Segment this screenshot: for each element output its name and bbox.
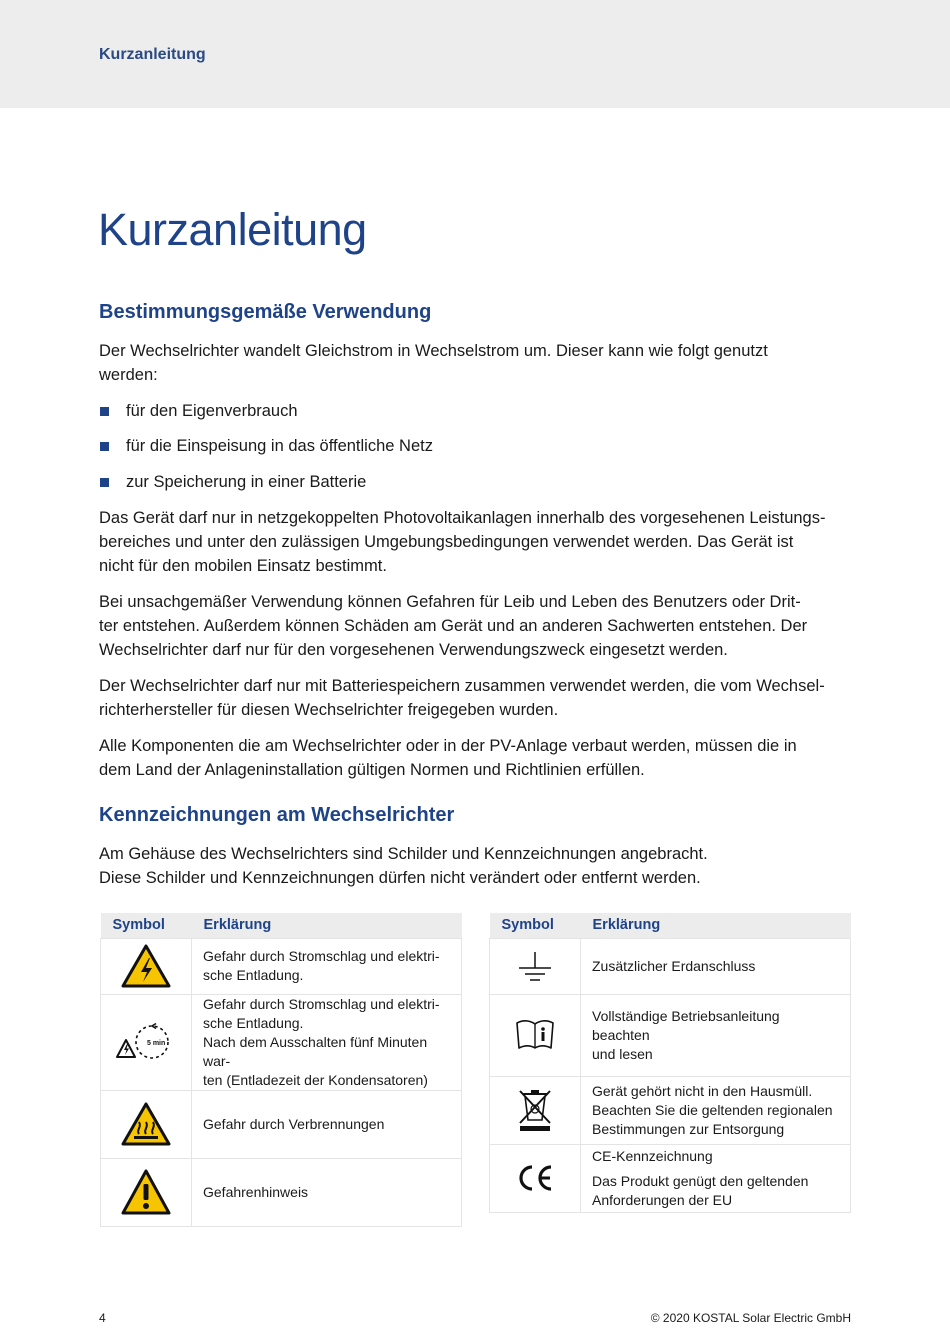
table-row: Gefahrenhinweis xyxy=(101,1158,462,1226)
table-row: Zusätzlicher Erdanschluss xyxy=(490,938,851,994)
symbol-table-left xyxy=(100,913,462,1227)
running-header: Kurzanleitung xyxy=(99,46,206,63)
ce-mark-icon xyxy=(515,1163,555,1193)
ground-icon xyxy=(515,948,555,984)
paragraph: Der Wechselrichter darf nur mit Batteriespeichern zusammen verwendet werden, die vom Wechsel- richterhersteller für diesen Wechselrichter freigegeben wurden. xyxy=(99,677,825,719)
intro-paragraph: Der Wechselrichter wandelt Gleichstrom in Wechselstrom um. Dieser kann wie folgt genutzt werden: xyxy=(99,342,768,384)
hot-surface-warning-icon xyxy=(120,1101,172,1147)
table-row: Vollständige Betriebsanleitung beachten und lesen xyxy=(490,994,851,1076)
paragraph: Alle Komponenten die am Wechselrichter oder in der PV-Anlage verbaut werden, müssen die in dem Land der Anlageninstallation gültigen Normen und Richtlinien erfüllen. xyxy=(99,737,797,779)
electric-shock-warning-icon xyxy=(120,943,172,989)
paragraph: Bei unsachgemäßer Verwendung können Gefahren für Leib und Leben des Benutzers oder Drit- ter entstehen. Außerdem können Schäden am Gerät und an anderen Sachwerten entstehen. Der Wechselrichter darf nur für den vorgesehenen Verwendungszweck eingesetzt werden. xyxy=(99,593,808,659)
column-header-symbol: Symbol xyxy=(101,913,192,938)
page-title: Kurzanleitung xyxy=(98,204,367,255)
markings-intro: Am Gehäuse des Wechselrichters sind Schilder und Kennzeichnungen angebracht. Diese Schilder und Kennzeichnungen dürfen nicht verändert oder entfernt werden. xyxy=(99,845,708,887)
section-heading-intended-use: Bestimmungsgemäße Verwendung xyxy=(99,301,432,323)
table-row: 5 min Gefahr durch Stromschlag und elektri- sche Entladung. Nach dem Ausschalten fünf Minuten war- ten (Entladezeit der Kondensatoren) xyxy=(101,994,462,1090)
paragraph: Das Gerät darf nur in netzgekoppelten Photovoltaikanlagen innerhalb des vorgesehenen Leistungs- bereiches und unter den zulässigen Umgebungsbedingungen verwendet werden. Das Gerät ist nicht für den mobilen Einsatz bestimmt. xyxy=(99,509,826,575)
general-warning-icon xyxy=(120,1168,172,1216)
bullet-square-icon xyxy=(100,442,109,451)
table-row: CE-Kennzeichnung Das Produkt genügt den geltenden Anforderungen der EU xyxy=(490,1144,851,1212)
manual-icon xyxy=(515,1019,555,1051)
symbol-table-right xyxy=(489,913,851,1213)
page-number: 4 xyxy=(99,1311,106,1325)
table-row: Gefahr durch Verbrennungen xyxy=(101,1090,462,1158)
bullet-square-icon xyxy=(100,407,109,416)
table-row: Gefahr durch Stromschlag und elektri- sche Entladung. xyxy=(101,938,462,994)
table-row: Gerät gehört nicht in den Hausmüll. Beachten Sie die geltenden regionalen Bestimmungen zur Entsorgung xyxy=(490,1076,851,1144)
bullet-square-icon xyxy=(100,478,109,487)
discharge-5min-icon xyxy=(116,1020,176,1064)
column-header-explanation: Erklärung xyxy=(192,913,462,938)
section-heading-markings: Kennzeichnungen am Wechselrichter xyxy=(99,804,455,826)
weee-bin-icon xyxy=(517,1087,553,1133)
column-header-explanation: Erklärung xyxy=(581,913,851,938)
column-header-symbol: Symbol xyxy=(490,913,581,938)
copyright: © 2020 KOSTAL Solar Electric GmbH xyxy=(650,1311,851,1325)
svg-text:5 min: 5 min xyxy=(147,1040,166,1047)
